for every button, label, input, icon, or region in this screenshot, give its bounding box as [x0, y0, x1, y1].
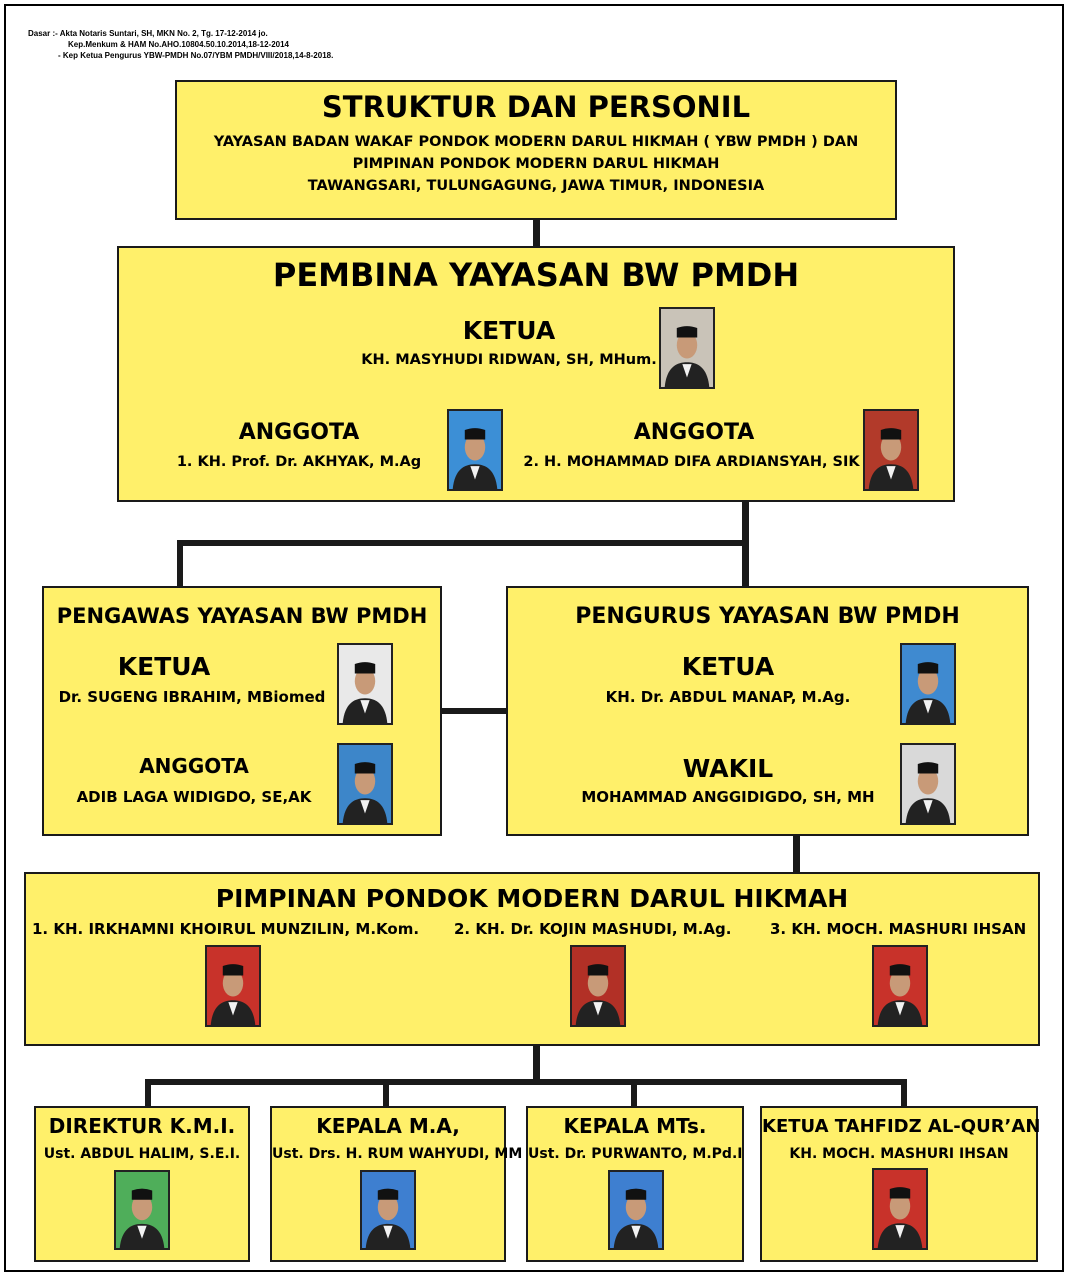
- photo-pembina-member2: [863, 409, 919, 491]
- pengawas-title: PENGAWAS YAYASAN BW PMDH: [56, 604, 428, 628]
- connector-header-pembina: [533, 218, 540, 248]
- photo-pimpinan-leader-1: [205, 945, 261, 1027]
- photo-unit-ma: [360, 1170, 416, 1250]
- photo-unit-tahfidz: [872, 1168, 928, 1250]
- portrait-silhouette: [661, 309, 713, 387]
- portrait-silhouette: [610, 1172, 662, 1248]
- pembina-chair-name: KH. MASYHUDI RIDWAN, SH, MHum.: [361, 352, 657, 368]
- header-line-2: PIMPINAN PONDOK MODERN DARUL HIKMAH: [352, 156, 720, 172]
- photo-pimpinan-leader-2: [570, 945, 626, 1027]
- pembina-box: [117, 246, 955, 502]
- portrait-silhouette: [449, 411, 501, 489]
- portrait-silhouette: [902, 645, 954, 723]
- pengawas-chair-name: Dr. SUGENG IBRAHIM, MBiomed: [58, 688, 326, 706]
- portrait-silhouette: [362, 1172, 414, 1248]
- pengurus-title: PENGURUS YAYASAN BW PMDH: [575, 604, 960, 629]
- photo-pengurus-deputy: [900, 743, 956, 825]
- header-line-3: TAWANGSARI, TULUNGAGUNG, JAWA TIMUR, INDONESIA: [307, 178, 765, 194]
- unit-tahfidz-name: KH. MOCH. MASHURI IHSAN: [789, 1146, 1009, 1162]
- pembina-member1-name: 1. KH. Prof. Dr. AKHYAK, M.Ag: [176, 454, 422, 470]
- pengurus-chair-role: KETUA: [681, 652, 775, 681]
- unit-tahfidz-role: KETUA TAHFIDZ AL-QUR’AN: [762, 1116, 1041, 1137]
- connector-to-unit-4: [901, 1079, 907, 1109]
- basis-line-2: Kep.Menkum & HAM No.AHO.10804.50.10.2014,18-12-2014: [68, 40, 289, 49]
- pimpinan-leader-2: 2. KH. Dr. KOJIN MASHUDI, M.Ag.: [454, 920, 732, 938]
- pengawas-member-name: ADIB LAGA WIDIGDO, SE,AK: [76, 788, 312, 806]
- photo-pimpinan-leader-3: [872, 945, 928, 1027]
- photo-pembina-chair: [659, 307, 715, 389]
- portrait-silhouette: [874, 1170, 926, 1248]
- portrait-silhouette: [116, 1172, 168, 1248]
- unit-mts-role: KEPALA MTs.: [563, 1114, 707, 1138]
- portrait-silhouette: [207, 947, 259, 1025]
- pengurus-chair-name: KH. Dr. ABDUL MANAP, M.Ag.: [605, 688, 851, 706]
- pengurus-deputy-name: MOHAMMAD ANGGIDIGDO, SH, MH: [581, 788, 875, 806]
- basis-line-3: - Kep Ketua Pengurus YBW-PMDH No.07/YBM PMDH/VIII/2018,14-8-2018.: [58, 51, 334, 60]
- connector-to-pengawas: [177, 540, 183, 588]
- unit-kmi-name: Ust. ABDUL HALIM, S.E.I.: [43, 1146, 241, 1162]
- pembina-member2-role: ANGGOTA: [633, 420, 755, 445]
- basis-line-1: Dasar :- Akta Notaris Suntari, SH, MKN No. 2, Tg. 17-12-2014 jo.: [28, 29, 268, 38]
- connector-to-unit-3: [631, 1079, 637, 1109]
- page-title: STRUKTUR DAN PERSONIL: [321, 90, 751, 124]
- photo-unit-kmi: [114, 1170, 170, 1250]
- portrait-silhouette: [339, 745, 391, 823]
- unit-ma-role: KEPALA M.A,: [316, 1114, 460, 1138]
- pengurus-deputy-role: WAKIL: [682, 754, 774, 783]
- header-line-1: YAYASAN BADAN WAKAF PONDOK MODERN DARUL HIKMAH ( YBW PMDH ) DAN: [213, 134, 859, 150]
- connector-to-unit-2: [383, 1079, 389, 1109]
- connector-horizontal-upper: [177, 540, 749, 546]
- unit-kmi-role: DIREKTUR K.M.I.: [48, 1114, 236, 1138]
- unit-mts-name: Ust. Dr. PURWANTO, M.Pd.I: [528, 1146, 743, 1162]
- header-box: [175, 80, 897, 220]
- portrait-silhouette: [865, 411, 917, 489]
- pengawas-member-role: ANGGOTA: [139, 754, 249, 778]
- pimpinan-leader-3: 3. KH. MOCH. MASHURI IHSAN: [770, 920, 1027, 938]
- connector-pimpinan-down: [533, 1044, 540, 1082]
- portrait-silhouette: [902, 745, 954, 823]
- pengawas-chair-role: KETUA: [117, 652, 211, 681]
- portrait-silhouette: [339, 645, 391, 723]
- portrait-silhouette: [874, 947, 926, 1025]
- pembina-chair-role: KETUA: [462, 316, 556, 345]
- pembina-member2-name: 2. H. MOHAMMAD DIFA ARDIANSYAH, SIK: [523, 454, 860, 470]
- photo-pengawas-member: [337, 743, 393, 825]
- connector-pengurus-pimpinan: [793, 834, 800, 874]
- unit-ma-name: Ust. Drs. H. RUM WAHYUDI, MM: [272, 1146, 523, 1162]
- photo-unit-mts: [608, 1170, 664, 1250]
- pembina-title: PEMBINA YAYASAN BW PMDH: [272, 256, 800, 294]
- connector-horizontal-lower: [145, 1079, 907, 1085]
- photo-pengurus-chair: [900, 643, 956, 725]
- pimpinan-leader-1: 1. KH. IRKHAMNI KHOIRUL MUNZILIN, M.Kom.: [32, 920, 420, 938]
- pembina-member1-role: ANGGOTA: [238, 420, 360, 445]
- photo-pembina-member1: [447, 409, 503, 491]
- pimpinan-title: PIMPINAN PONDOK MODERN DARUL HIKMAH: [215, 884, 849, 913]
- portrait-silhouette: [572, 947, 624, 1025]
- connector-pengawas-pengurus: [440, 708, 508, 714]
- legal-basis-notes: [28, 28, 333, 61]
- connector-to-unit-1: [145, 1079, 151, 1109]
- photo-pengawas-chair: [337, 643, 393, 725]
